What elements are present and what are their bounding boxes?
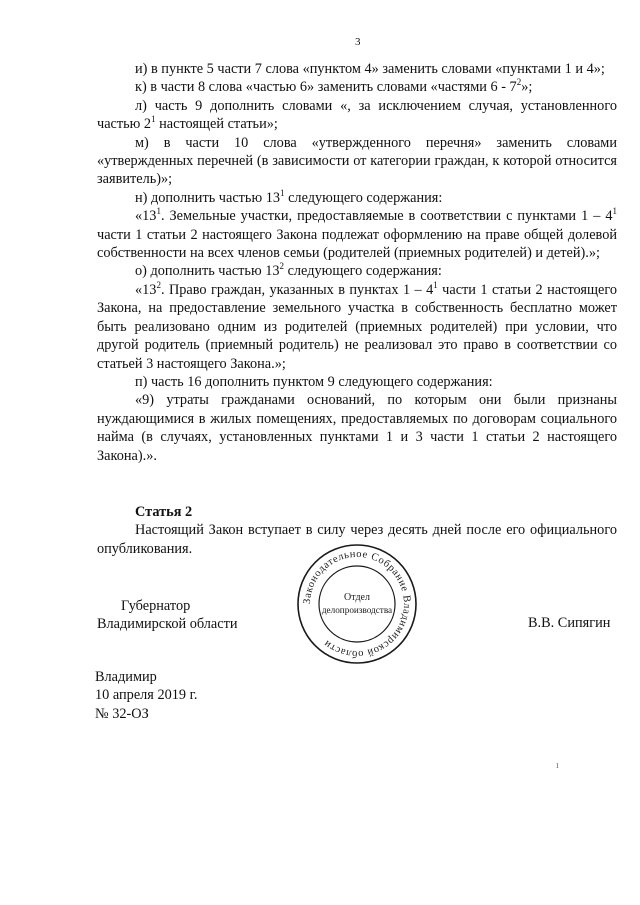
governor-title-line1: Губернатор <box>121 598 191 614</box>
governor-title <box>97 597 238 634</box>
paragraph-p: п) часть 16 дополнить пунктом 9 следующего содержания: <box>135 373 493 390</box>
governor-name: В.В. Сипягин <box>528 615 611 631</box>
paragraph-i: и) в пункте 5 части 7 слова «пунктом 4» заменить словами «пунктами 1 и 4»; <box>135 61 605 77</box>
paragraph-k: к) в части 8 слова «частью 6» заменить словами «частями $6 - 7^2$»; <box>135 77 533 96</box>
place-date-block <box>95 668 197 723</box>
paragraph-m: м) в части 10 слова «утвержденного перечня» заменить словами «утвержденных перечней (в зависимости от категории граждан, к которой относится заявитель)»; <box>97 134 617 188</box>
article-2-title: Статья 2 <box>135 504 193 520</box>
law-number: № 32-ОЗ <box>95 705 149 722</box>
date: 10 апреля 2019 г. <box>95 687 198 704</box>
paragraph-13-1: «$13^1$. Земельные участки, предоставляемые в соответствии с пунктами $1 - 4^1$ части 1 статьи 2 настоящего Закона подлежат оформлению на праве общей долевой собственности на всех членов семьи (родителей (приемных родителей) и детей).»; <box>97 206 617 262</box>
paragraph-o: о) дополнить частью $13^2$ следующего содержания: <box>135 261 442 280</box>
governor-title-line2: Владимирской области <box>97 616 238 633</box>
stamp-center-line2: делопроизводства <box>321 605 393 615</box>
scan-mark: ı <box>556 760 559 771</box>
paragraph-13-2: «$13^2$. Право граждан, указанных в пунктах $1 - 4^1$ части 1 статьи 2 настоящего Закона, на предоставление земельного участка в собственность бесплатно может быть реализовано одним из родителей (приемных родителей) при условии, что другой родитель (приемный родитель) не реализовал это право в соответствии со статьей 3 настоящего Закона.»; <box>97 280 617 372</box>
page-number: 3 <box>355 36 361 48</box>
stamp-center-line1: Отдел <box>344 592 370 603</box>
official-stamp <box>295 542 419 666</box>
city: Владимир <box>95 669 157 685</box>
stamp-ring-text: Законодательное Собрание Владимирской области <box>301 548 413 660</box>
article-2-text: Настоящий Закон вступает в силу через десять дней после его официального опубликования. <box>97 522 617 557</box>
paragraph-n: н) дополнить частью $13^1$ следующего содержания: <box>135 188 443 206</box>
amendments-text <box>97 60 617 465</box>
paragraph-9: «9) утраты гражданами оснований, по которым они были признаны нуждающимися в жилых помещениях, предоставляемых по договорам социального найма (в случаях, установленных пунктами 1 и 3 части 1 статьи 2 настоящего Закона).». <box>97 392 617 464</box>
paragraph-l: л) часть 9 дополнить словами «, за исключением случая, установленного частью $2^1$ настоящей статьи»; <box>97 97 617 133</box>
